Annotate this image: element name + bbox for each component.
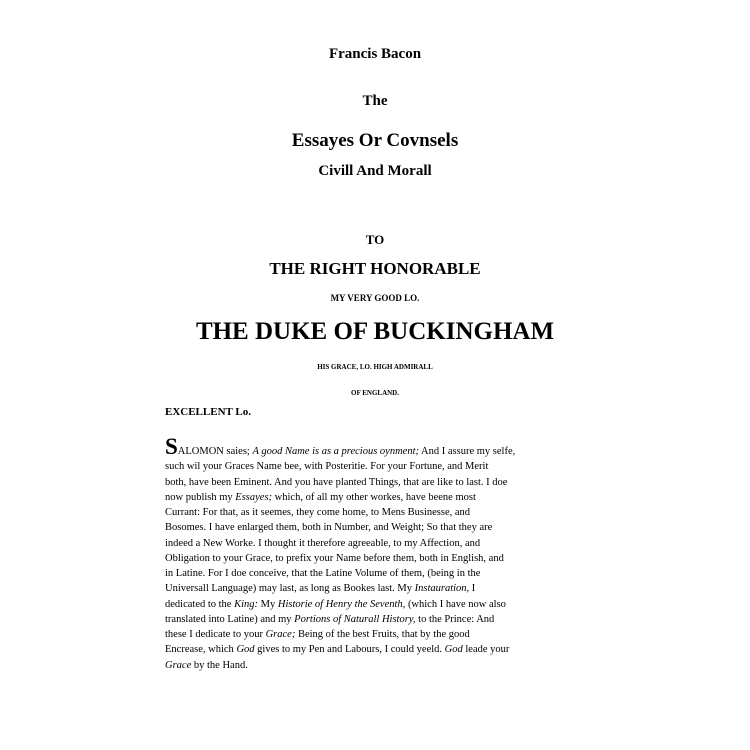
letter-italic-text: God <box>444 644 463 656</box>
letter-text: indeed a New Worke. I thought it therefore agreeable, to my Affection, and <box>165 537 481 549</box>
letter-text: (which I have now also <box>405 598 506 610</box>
letter-text: which, of all my other workes, have beene most <box>272 491 476 503</box>
letter-text: translated into Latine) and my <box>165 613 295 625</box>
letter-italic-text: Grace <box>165 659 192 671</box>
letter-italic-text: Instauration, <box>414 583 470 595</box>
title-article: The <box>362 93 388 109</box>
letter-line <box>165 642 595 657</box>
letter-text: gives to my Pen and Labours, I could yeeld. <box>254 644 445 656</box>
letter-text: Encrease, which <box>165 644 237 656</box>
letter-text: to the Prince: And <box>415 613 495 625</box>
letter-line <box>165 551 595 566</box>
book-subtitle: Civill And Morall <box>318 163 432 179</box>
letter-text: Obligation to your Grace, to prefix your Name before them, both in English, and <box>165 552 504 564</box>
letter-text: Currant: For that, as it seemes, they come home, to Mens Businesse, and <box>165 507 471 518</box>
letter-line <box>165 658 595 673</box>
dedication-grace-line: HIS GRACE, LO. HIGH ADMIRALL <box>317 363 433 371</box>
letter-line <box>165 536 595 551</box>
letter-line <box>165 490 595 505</box>
letter-text: dedicated to the <box>165 598 235 610</box>
letter-text: My <box>258 598 278 610</box>
letter-text: these I dedicate to your <box>165 629 266 640</box>
letter-line <box>165 612 595 627</box>
letter-text: Being of the best Fruits, that by the good <box>295 629 470 640</box>
letter-text: in Latine. For I doe conceive, that the Latine Volume of them, (being in the <box>165 568 481 579</box>
letter-text: Bosomes. I have enlarged them, both in Number, and Weight; So that they are <box>165 522 493 534</box>
letter-italic-text: King: <box>234 598 259 610</box>
dedication-to: TO <box>365 232 385 247</box>
letter-text: Universall Language) may last, as long as Bookes last. My <box>165 583 415 595</box>
author-name: Francis Bacon <box>328 46 422 62</box>
letter-line <box>165 505 595 520</box>
letter-text: ALOMON saies; <box>177 446 253 457</box>
letter-italic-text: Portions of Naturall History, <box>294 613 416 625</box>
dedication-right-honorable: THE RIGHT HONORABLE <box>269 259 481 278</box>
letter-text: leade your <box>462 644 510 656</box>
letter-line <box>165 627 595 642</box>
letter-text: I <box>469 583 476 595</box>
letter-line <box>165 434 595 459</box>
letter-body <box>165 434 595 673</box>
letter-italic-text: Grace; <box>265 629 296 640</box>
letter-line <box>165 520 595 535</box>
letter-text: by the Hand. <box>191 659 248 671</box>
drop-cap: S <box>165 434 178 459</box>
letter-italic-text: Essayes; <box>235 491 273 503</box>
dedication-of-england: OF ENGLAND. <box>351 389 399 397</box>
letter-italic-text: Historie of Henry the Seventh, <box>277 598 406 610</box>
dedication-duke: THE DUKE OF BUCKINGHAM <box>195 318 555 345</box>
letter-italic-text: A good Name is as a precious oynment; <box>252 446 419 457</box>
book-title: Essayes Or Covnsels <box>291 130 459 151</box>
letter-line <box>165 597 595 612</box>
letter-text: And I assure my selfe, <box>419 446 516 457</box>
letter-italic-text: God <box>236 644 255 656</box>
letter-text: both, have been Eminent. And you have planted Things, that are like to last. I doe <box>165 476 508 488</box>
letter-salutation: EXCELLENT Lo. <box>165 406 251 418</box>
letter-line <box>165 581 595 596</box>
letter-line <box>165 459 595 474</box>
letter-line <box>165 566 595 581</box>
letter-line <box>165 475 595 490</box>
letter-text: now publish my <box>165 491 236 503</box>
dedication-very-good-lo: MY VERY GOOD LO. <box>330 293 420 303</box>
letter-text: such wil your Graces Name bee, with Posteritie. For your Fortune, and Merit <box>165 461 489 473</box>
